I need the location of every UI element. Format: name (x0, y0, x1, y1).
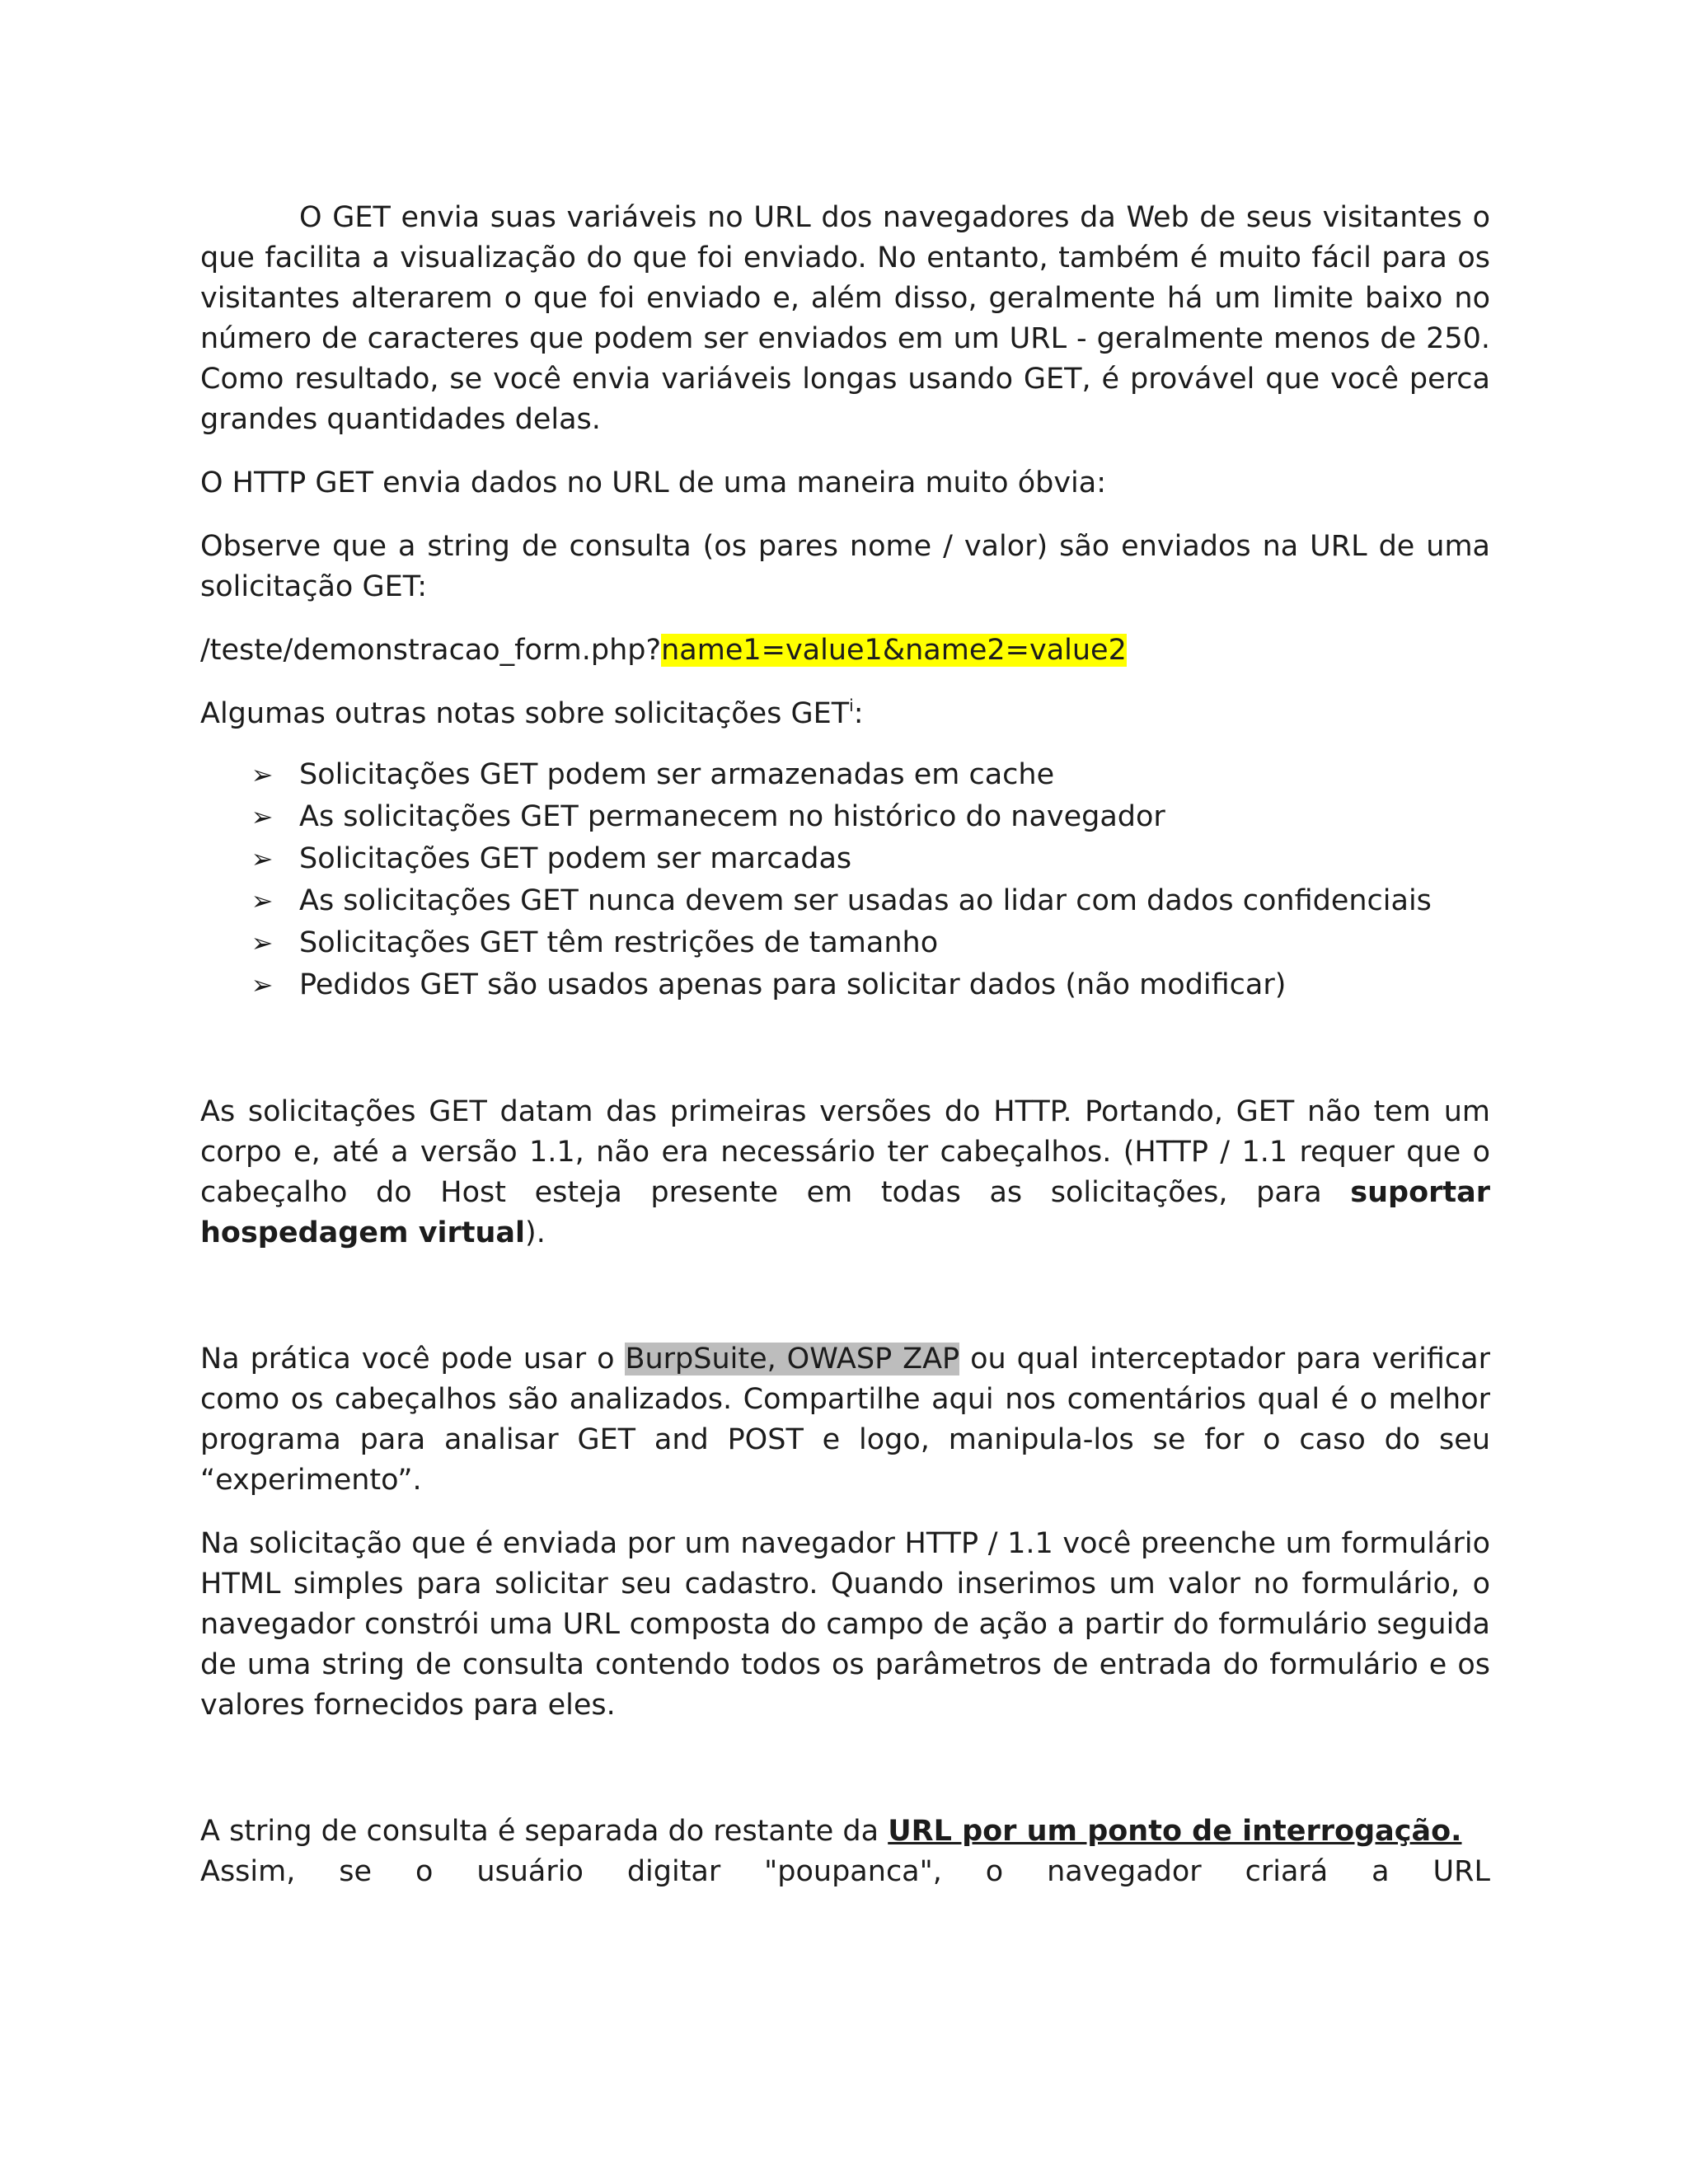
paragraph-query-separator-line2: Assim, se o usuário digitar "poupanca", o navegador criará a URL (200, 1855, 1490, 1888)
paragraph-http-get: O HTTP GET envia dados no URL de uma maneira muito óbvia: (200, 466, 1107, 499)
notes-intro-text: Algumas outras notas sobre solicitações GET (200, 697, 850, 730)
list-item-text: Pedidos GET são usados apenas para solicitar dados (não modificar) (299, 968, 1287, 1001)
list-item (200, 838, 1490, 880)
list-item-text: Solicitações GET podem ser armazenadas em cache (299, 758, 1055, 791)
list-item-text: As solicitações GET nunca devem ser usadas ao lidar com dados confidenciais (299, 884, 1432, 917)
paragraph-practice (200, 1339, 1490, 1501)
paragraph-get-history (200, 1092, 1490, 1254)
footnote-marker: i (849, 696, 854, 715)
list-item (200, 964, 1490, 1006)
tools-highlight: BurpSuite, OWASP ZAP (625, 1343, 960, 1376)
document-body (200, 198, 1490, 1892)
url-query-highlight: name1=value1&name2=value2 (661, 634, 1127, 667)
arrow-bullet-icon: ➢ (251, 927, 274, 958)
paragraph-query-separator-start: A string de consulta é separada do restante da (200, 1815, 889, 1848)
url-example (200, 630, 1490, 671)
paragraph-form-request: Na solicitação que é enviada por um navegador HTTP / 1.1 você preenche um formulário HTML simples para solicitar seu cadastro. Quando inserimos um valor no formulário, o navegador constrói uma URL composta do campo de ação a partir do formulário seguida de uma string de consulta contendo todos os parâmetros de entrada do formulário e os valores fornecidos para eles. (200, 1527, 1490, 1722)
arrow-bullet-icon: ➢ (251, 843, 274, 874)
list-item-text: As solicitações GET permanecem no histórico do navegador (299, 800, 1165, 833)
notes-intro (200, 694, 1490, 734)
paragraph-query-string: Observe que a string de consulta (os pares nome / valor) são enviados na URL de uma solicitação GET: (200, 530, 1490, 603)
get-notes-list (200, 754, 1490, 1006)
arrow-bullet-icon: ➢ (251, 801, 274, 832)
paragraph-practice-end: ou qual interceptador para verificar como os cabeçalhos são analizados. Compartilhe aqui nos comentários qual é o melhor programa para analisar GET and POST e logo, manipula-los se for o caso do seu “experimento”. (200, 1343, 1491, 1497)
paragraph-get-history-end: ). (525, 1216, 546, 1249)
arrow-bullet-icon: ➢ (251, 885, 274, 916)
url-question-mark-emphasis: URL por um ponto de interrogação. (888, 1815, 1462, 1848)
paragraph-practice-start: Na prática você pode usar o (200, 1343, 626, 1376)
paragraph-get-intro: O GET envia suas variáveis no URL dos navegadores da Web de seus visitantes o que facilita a visualização do que foi enviado. No entanto, também é muito fácil para os visitantes alterarem o que foi enviado e, além disso, geralmente há um limite baixo no número de caracteres que podem ser enviados em um URL - geralmente menos de 250. Como resultado, se você envia variáveis longas usando GET, é provável que você perca grandes quantidades delas. (200, 201, 1490, 436)
arrow-bullet-icon: ➢ (251, 759, 274, 790)
paragraph-get-history-text: As solicitações GET datam das primeiras versões do HTTP. Portando, GET não tem um corpo e, até a versão 1.1, não era necessário ter cabeçalhos. (HTTP / 1.1 requer que o cabeçalho do Host esteja presente em todas as solicitações, para (200, 1095, 1490, 1209)
arrow-bullet-icon: ➢ (251, 969, 274, 1001)
paragraph-query-separator (200, 1811, 1490, 1852)
list-item (200, 796, 1490, 838)
notes-intro-colon: : (853, 697, 864, 730)
list-item (200, 880, 1490, 922)
list-item (200, 754, 1490, 796)
list-item (200, 922, 1490, 964)
list-item-text: Solicitações GET podem ser marcadas (299, 842, 852, 875)
list-item-text: Solicitações GET têm restrições de tamanho (299, 926, 939, 959)
url-path: /teste/demonstracao_form.php? (200, 634, 662, 667)
virtual-hosting-bold: suportar hospedagem virtual (200, 1176, 1490, 1249)
